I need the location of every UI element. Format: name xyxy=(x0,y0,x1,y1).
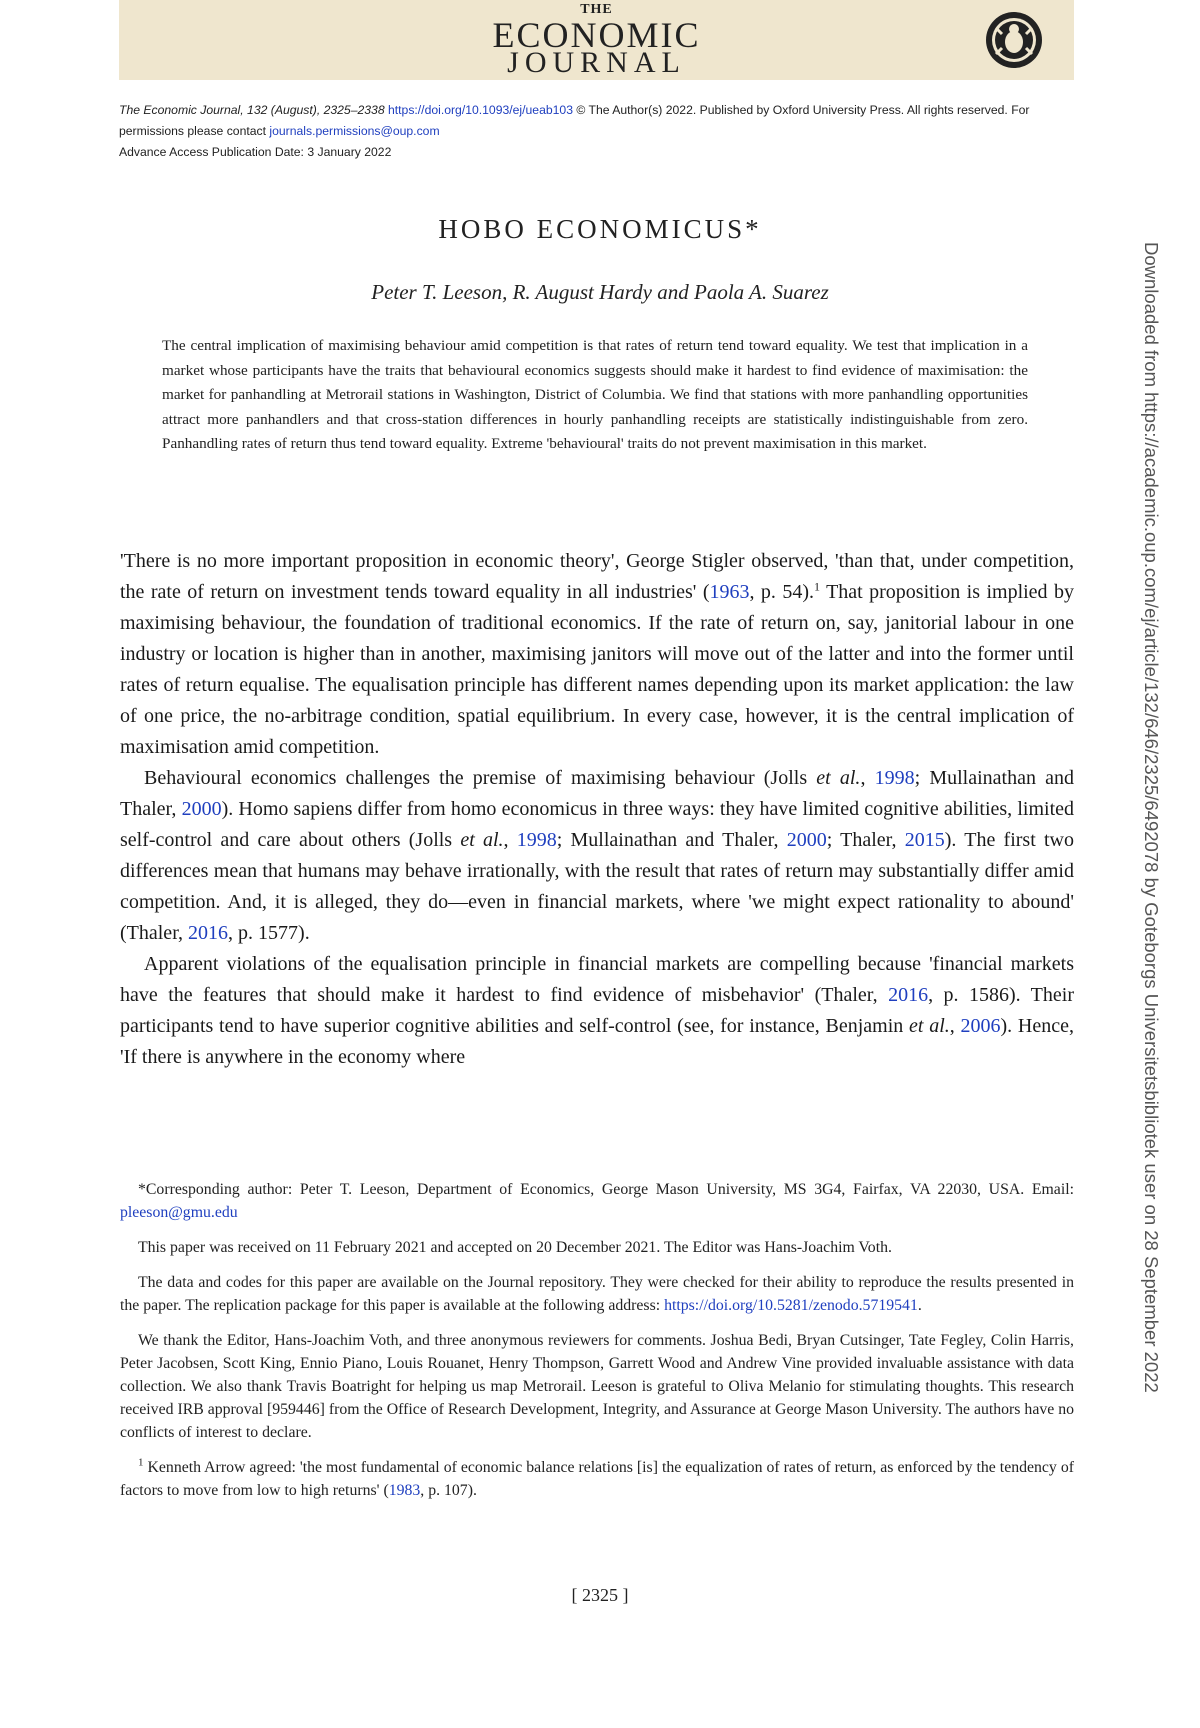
paper-authors: Peter T. Leeson, R. August Hardy and Paola A. Suarez xyxy=(371,280,829,304)
text-run: , xyxy=(860,767,875,789)
footnote-received: This paper was received on 11 February 2021 and accepted on 20 December 2021. The Editor was Hans-Joachim Voth. xyxy=(138,1239,892,1256)
citation-link[interactable]: 2000 xyxy=(786,829,827,851)
text-run: , p. 1586). Their participants tend to have superior cognitive abilities and self-control (see, for instance, Benjamin xyxy=(120,984,1074,1037)
meta-doi-link[interactable]: https://doi.org/10.1093/ej/ueab103 xyxy=(387,103,573,117)
replication-link[interactable]: https://doi.org/10.5281/zenodo.5719541 xyxy=(664,1297,918,1314)
text-run: ; Thaler, xyxy=(826,829,905,851)
citation-link[interactable]: 1963 xyxy=(709,581,750,603)
text-run: Apparent violations of the equalisation principle in financial markets are compelling because 'financial markets have the features that should make it hardest to find evidence of misbehavior' (Thaler, xyxy=(120,953,1074,1006)
text-run: The data and codes for this paper are available on the Journal repository. They were checked for their ability to reproduce the results presented in the paper. The replication package for this paper is available at the following address: xyxy=(120,1274,1074,1314)
text-run: ; Mullainathan and Thaler, xyxy=(120,767,1075,820)
text-run: That proposition is implied by maximising behaviour, the foundation of traditional economics. If the rate of return on, say, janitorial labour in one industry or location is higher than in another, maximising janitors will move out of the latter and into the former until rates of return equalise. The equalisation principle has different names depending upon its market application: the law of one price, the no-arbitrage condition, spatial equilibrium. In every case, however, it is the central implication of maximisation amid competition. xyxy=(120,581,1074,758)
footnote-number: 1 xyxy=(138,1456,144,1469)
footnote-marker[interactable]: 1 xyxy=(814,579,820,594)
footnote-data xyxy=(120,1271,1074,1317)
text-run: , xyxy=(503,829,517,851)
footnotes xyxy=(120,1178,1074,1514)
text-run: , p. 1577). xyxy=(228,922,310,944)
meta-copyright: © The Author(s) 2022. Published by Oxford University Press. All rights reserved. For permissions please contact xyxy=(119,103,1030,138)
masthead-economic: ECONOMIC xyxy=(492,15,701,55)
masthead-journal: JOURNAL xyxy=(507,46,686,79)
citation-link[interactable]: 2016 xyxy=(888,984,929,1006)
text-run: ; Mullainathan and Thaler, xyxy=(556,829,787,851)
text-run: *Corresponding author: Peter T. Leeson, Department of Economics, George Mason University, MS 3G4, Fairfax, VA 22030, USA. Email: xyxy=(138,1181,1074,1198)
text-run: Kenneth Arrow agreed: 'the most fundamental of economic balance relations [is] the equalization of rates of return, as enforced by the tendency of factors to move from low to high returns' ( xyxy=(120,1459,1074,1499)
citation-link[interactable]: 2006 xyxy=(960,1015,1001,1037)
journal-masthead xyxy=(119,0,1074,80)
meta-permissions-email[interactable]: journals.permissions@oup.com xyxy=(269,124,440,138)
meta-volume: , 132 (August), 2325–2338 xyxy=(240,103,388,117)
citation-link[interactable]: 1998 xyxy=(874,767,915,789)
text-run: ). Hence, 'If there is anywhere in the economy where xyxy=(120,1015,1075,1068)
text-run: , p. 107). xyxy=(420,1482,477,1499)
citation-link[interactable]: 2016 xyxy=(188,922,229,944)
footnote-corresponding-author xyxy=(120,1178,1074,1224)
body-paragraph-2 xyxy=(120,763,1074,949)
citation-link[interactable]: 1998 xyxy=(516,829,557,851)
page-number: [ 2325 ] xyxy=(571,1585,629,1605)
text-run: 'There is no more important proposition in economic theory', George Stigler observed, 'than that, under competition, the rate of return on investment tends toward equality in all industries' ( xyxy=(120,550,1074,603)
text-run: ). The first two differences mean that humans may behave irrationally, with the result that rates of return may substantially differ amid competition. And, it is alleged, they do—even in financial markets, where 'we might expect rationality to abound' (Thaler, xyxy=(120,829,1074,944)
body-paragraph-1 xyxy=(120,546,1074,763)
text-run: ). Homo sapiens differ from homo economicus in three ways: they have limited cognitive abilities, limited self-control and care about others (Jolls xyxy=(120,798,1074,851)
journal-seal-icon xyxy=(984,10,1044,70)
text-run: , xyxy=(949,1015,961,1037)
masthead-the: THE xyxy=(580,2,613,17)
text-run: Behavioural economics challenges the premise of maximising behaviour (Jolls xyxy=(144,767,817,789)
text-run: et al. xyxy=(460,829,504,851)
text-run: , p. 54). xyxy=(749,581,814,603)
text-run: . xyxy=(917,1297,922,1314)
meta-journal-name: The Economic Journal xyxy=(119,103,241,117)
download-watermark: Downloaded from https://academic.oup.com/ej/article/132/646/2325/6492078 by Goteborgs Universitetsbibliotek user on 28 September 2022 xyxy=(1141,242,1162,1393)
abstract: The central implication of maximising behaviour amid competition is that rates of return tend toward equality. We test that implication in a market whose participants have the traits that behavioural economics suggests should make it hardest to find evidence of maximisation: the market for panhandling at Metrorail stations in Washington, District of Columbia. We find that stations with more panhandling opportunities attract more panhandlers and that cross-station differences in hourly panhandling receipts are statistically indistinguishable from zero. Panhandling rates of return thus tend toward equality. Extreme 'behavioural' traits do not prevent maximisation in this market. xyxy=(162,337,1028,452)
body-text xyxy=(120,546,1074,1073)
paper-title: HOBO ECONOMICUS* xyxy=(438,214,762,244)
citation-meta xyxy=(119,100,1074,163)
citation-link[interactable]: 2000 xyxy=(181,798,222,820)
author-email-link[interactable]: pleeson@gmu.edu xyxy=(120,1204,238,1221)
footnote-1 xyxy=(120,1456,1074,1502)
citation-link[interactable]: 2015 xyxy=(904,829,945,851)
body-paragraph-3 xyxy=(120,949,1074,1073)
text-run: et al. xyxy=(909,1015,950,1037)
text-run: et al. xyxy=(816,767,861,789)
citation-link[interactable]: 1983 xyxy=(388,1482,421,1499)
meta-advance-access: Advance Access Publication Date: 3 January 2022 xyxy=(119,145,392,159)
footnote-acknowledgements: We thank the Editor, Hans-Joachim Voth, and three anonymous reviewers for comments. Joshua Bedi, Bryan Cutsinger, Tate Fegley, Colin Harris, Peter Jacobsen, Scott King, Ennio Piano, Louis Rouanet, Henry Thompson, Garrett Wood and Andrew Vine provided invaluable assistance with data collection. We also thank Travis Boatright for helping us map Metrorail. Leeson is grateful to Oliva Melanio for stimulating thoughts. This research received IRB approval [959446] from the Office of Research Development, Integrity, and Assurance at George Mason University. The authors have no conflicts of interest to declare. xyxy=(120,1332,1074,1441)
